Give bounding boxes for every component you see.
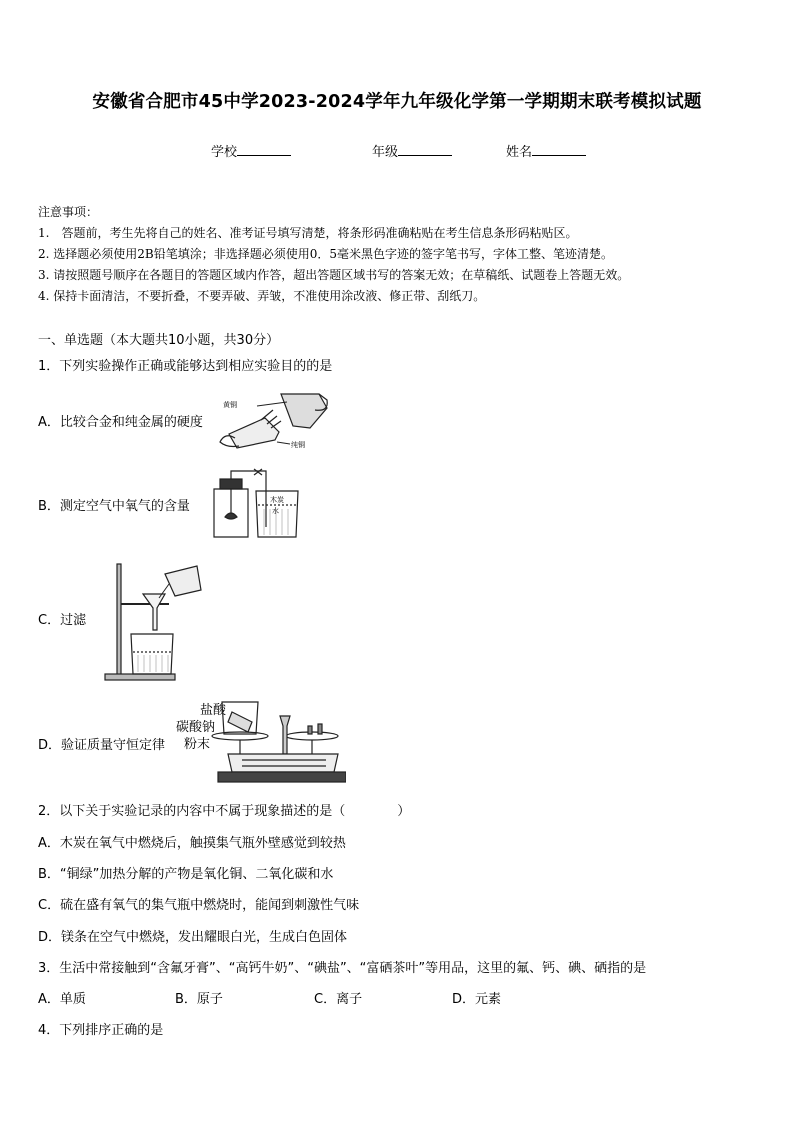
fig-b-label-water: 水 [272,507,279,515]
fig-d-label-powder: 粉末 [184,737,211,752]
name-field[interactable] [506,141,586,160]
q3-option-c[interactable]: C．离子 [314,992,363,1007]
q3-option-a[interactable]: A．单质 [38,992,86,1007]
figure-b-oxygen-apparatus [208,465,308,540]
notice-item: 1. 答题前，考生先将自己的姓名、准考证号填写清楚，将条形码准确粘贴在考生信息条形码粘贴区。 [38,226,578,240]
q1-option-a[interactable]: A．比较合金和纯金属的硬度 [38,415,203,430]
q2-option-a[interactable]: A．木炭在氧气中燃烧后，触摸集气瓶外壁感觉到较热 [38,836,346,851]
figure-c-filtration [103,560,208,685]
question-3-stem: 3．生活中常接触到“含氟牙膏”、“高钙牛奶”、“碘盐”、“富硒茶叶”等用品，这里的氟、钙、碘、硒指的是 [38,961,647,976]
q1-option-d[interactable]: D．验证质量守恒定律 [38,738,166,753]
notice-item: 3. 请按照题号顺序在各题目的答题区域内作答，超出答题区域书写的答案无效；在草稿纸、试题卷上答题无效。 [38,268,630,282]
fig-d-label-sodium-carbonate: 碳酸钠 [176,720,216,735]
section-heading: 一、单选题（本大题共10小题，共30分） [38,333,280,348]
school-field[interactable] [211,141,291,160]
q2-option-b[interactable]: B．“铜绿”加热分解的产物是氧化铜、二氧化碳和水 [38,867,334,882]
question-4-stem: 4．下列排序正确的是 [38,1023,164,1038]
q3-option-d[interactable]: D．元素 [452,992,502,1007]
name-label: 姓名 [506,145,533,160]
school-blank [237,142,291,156]
figure-d-balance [176,698,346,788]
q1-option-b[interactable]: B．测定空气中氧气的含量 [38,499,190,514]
q3-option-b[interactable]: B．原子 [175,992,223,1007]
figure-a-hardness [215,388,330,453]
fig-a-label-copper: 纯铜 [291,441,305,449]
grade-blank [398,142,452,156]
fig-a-label-brass: 黄铜 [223,401,237,409]
q1-option-c[interactable]: C．过滤 [38,613,87,628]
notice-heading: 注意事项： [38,205,99,219]
question-2-stem: 2．以下关于实验记录的内容中不属于现象描述的是（ ） [38,804,411,819]
page-title: 安徽省合肥市45中学2023-2024学年九年级化学第一学期期末联考模拟试题 [92,92,702,112]
name-blank [532,142,586,156]
q2-option-c[interactable]: C．硫在盛有氧气的集气瓶中燃烧时，能闻到刺激性气味 [38,898,360,913]
fig-d-label-acid: 盐酸 [200,703,227,718]
grade-field[interactable] [372,141,452,160]
notice-item: 4. 保持卡面清洁，不要折叠，不要弄破、弄皱，不准使用涂改液、修正带、刮纸刀。 [38,289,486,303]
q2-option-d[interactable]: D．镁条在空气中燃烧，发出耀眼白光，生成白色固体 [38,930,348,945]
question-1-stem: 1．下列实验操作正确或能够达到相应实验目的的是 [38,359,333,374]
school-label: 学校 [211,145,238,160]
notice-item: 2. 选择题必须使用2B铅笔填涂；非选择题必须使用0．5毫米黑色字迹的签字笔书写，字体工整、笔迹清楚。 [38,247,613,261]
grade-label: 年级 [372,145,399,160]
fig-b-label-charcoal: 木炭 [270,496,284,504]
